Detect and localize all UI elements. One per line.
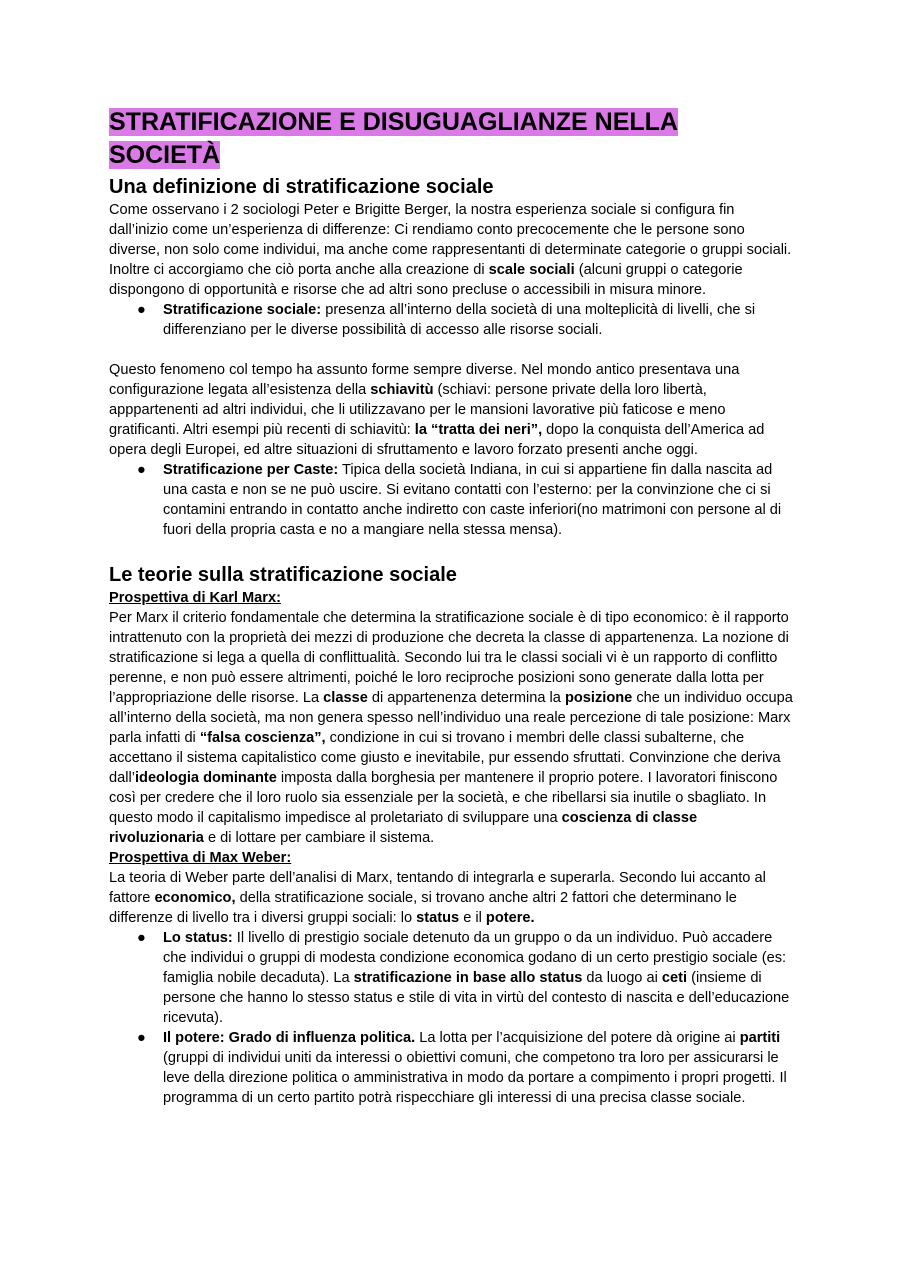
- paragraph-marx: Per Marx il criterio fondamentale che determina la stratificazione sociale è di tipo economico: è il rapporto intrattenuto con la proprietà dei mezzi di produzione che decreta la classe di appartenenza. La nozione di stratificazione si lega a quella di conflittualità. Secondo lui tra le classi sociali vi è un rapporto di conflitto perenne, e non può essere altrimenti, poiché le loro reciproche posizioni sono generate dalla lotta per l’appropriazione delle risorse. La classe di appartenenza determina la posizione che un individuo occupa all’interno della società, ma non genera spesso nell’individuo una reale percezione di tale posizione: Marx parla infatti di “falsa coscienza”, condizione in cui si trovano i membri delle classi subalterne, che accettano il sistema capitalistico come giusto e inevitabile, pur essendo sfruttati. Convinzione che deriva dall’ideologia dominante imposta dalla borghesia per mantenere il proprio potere. I lavoratori finiscono così per credere che il loro ruolo sia essenziale per la società, e che ribellarsi sia inutile o sbagliato. In questo modo il capitalismo impedisce al proletariato di sviluppare una coscienza di classe rivoluzionaria e di lottare per cambiare il sistema.: [109, 610, 793, 846]
- list-item-status: ● Lo status: Il livello di prestigio sociale detenuto da un gruppo o da un individuo. Può accadere che individui o gruppi di modesta condizione economica godano di un certo prestigio sociale (es: famiglia nobile decaduta). La stratificazione in base allo status da luogo ai ceti (insieme di persone che hanno lo stesso status e stile di vita in virtù del contesto di nascita e dell’educazione ricevuta).: [137, 930, 790, 1026]
- section-heading-teorie: Le teorie sulla stratificazione sociale: [109, 564, 457, 586]
- bullet-icon: ●: [137, 302, 146, 318]
- list-item-stratificazione-sociale: ● Stratificazione sociale: presenza all’interno della società di una molteplicità di livelli, che si differenziano per le diverse possibilità di accesso alle risorse sociali.: [137, 302, 756, 338]
- paragraph-intro: Come osservano i 2 sociologi Peter e Brigitte Berger, la nostra esperienza sociale si configura fin dall’inizio come un’esperienza di differenze: Ci rendiamo conto precocemente che le persone sono diverse, non solo come individui, ma anche come rappresentanti di determinate categorie o gruppi sociali. Inoltre ci accorgiamo che ciò porta anche alla creazione di scale sociali (alcuni gruppi o categorie dispongono di opportunità e risorse che ad altri sono precluse o accessibili in misura minore.: [109, 202, 792, 298]
- section-heading-definition: Una definizione di stratificazione sociale: [109, 176, 494, 198]
- bullet-list: [109, 460, 795, 540]
- bold-term: scale sociali: [488, 262, 575, 278]
- subheading-marx: Prospettiva di Karl Marx:: [109, 590, 281, 606]
- list-item-caste: ● Stratificazione per Caste: Tipica della società Indiana, in cui si appartiene fin dalla nascita ad una casta e non se ne può uscire. Si evitano contatti con l’esterno: per la convinzione che ci si contamini entrando in contatto anche indiretto con caste inferiori(no matrimoni con persone al di fuori della propria casta e no a mangiare nella stessa mensa).: [137, 462, 782, 538]
- bullet-icon: ●: [137, 462, 146, 478]
- paragraph-weber: La teoria di Weber parte dell’analisi di Marx, tentando di integrarla e superarla. Secondo lui accanto al fattore economico, della stratificazione sociale, si trovano anche altri 2 fattori che determinano le differenze di livello tra i diversi gruppi sociali: lo status e il potere.: [109, 870, 766, 926]
- document-title: [109, 106, 795, 172]
- list-item-potere: ● Il potere: Grado di influenza politica. La lotta per l’acquisizione del potere dà origine ai partiti (gruppi di individui uniti da interessi o obiettivi comuni, che competono tra loro per assicurarsi le leve della direzione politica o amministrativa in modo da portare a compimento i propri progetti. Il programma di un certo partito potrà rispecchiare gli interessi di una precisa classe sociale.: [137, 1030, 787, 1106]
- title-line-2: SOCIETÀ: [109, 141, 221, 169]
- paragraph-schiavitu: Questo fenomeno col tempo ha assunto forme sempre diverse. Nel mondo antico presentava una configurazione legata all’esistenza della schiavitù (schiavi: persone private della loro libertà, apppartenenti ad altri individui, che li utilizzavano per le mansioni lavorative più faticose e meno gratificanti. Altri esempi più recenti di schiavitù: la “tratta dei neri”, dopo la conquista dell’America ad opera degli Europei, ed altre situazioni di sfruttamento e lavoro forzato presenti anche oggi.: [109, 362, 765, 458]
- bullet-list: [109, 928, 795, 1108]
- bullet-icon: ●: [137, 930, 146, 946]
- document-page: [109, 106, 795, 1108]
- title-line-1: STRATIFICAZIONE E DISUGUAGLIANZE NELLA: [109, 108, 678, 136]
- subheading-weber: Prospettiva di Max Weber:: [109, 850, 292, 866]
- bullet-icon: ●: [137, 1030, 146, 1046]
- bullet-list: [109, 300, 795, 340]
